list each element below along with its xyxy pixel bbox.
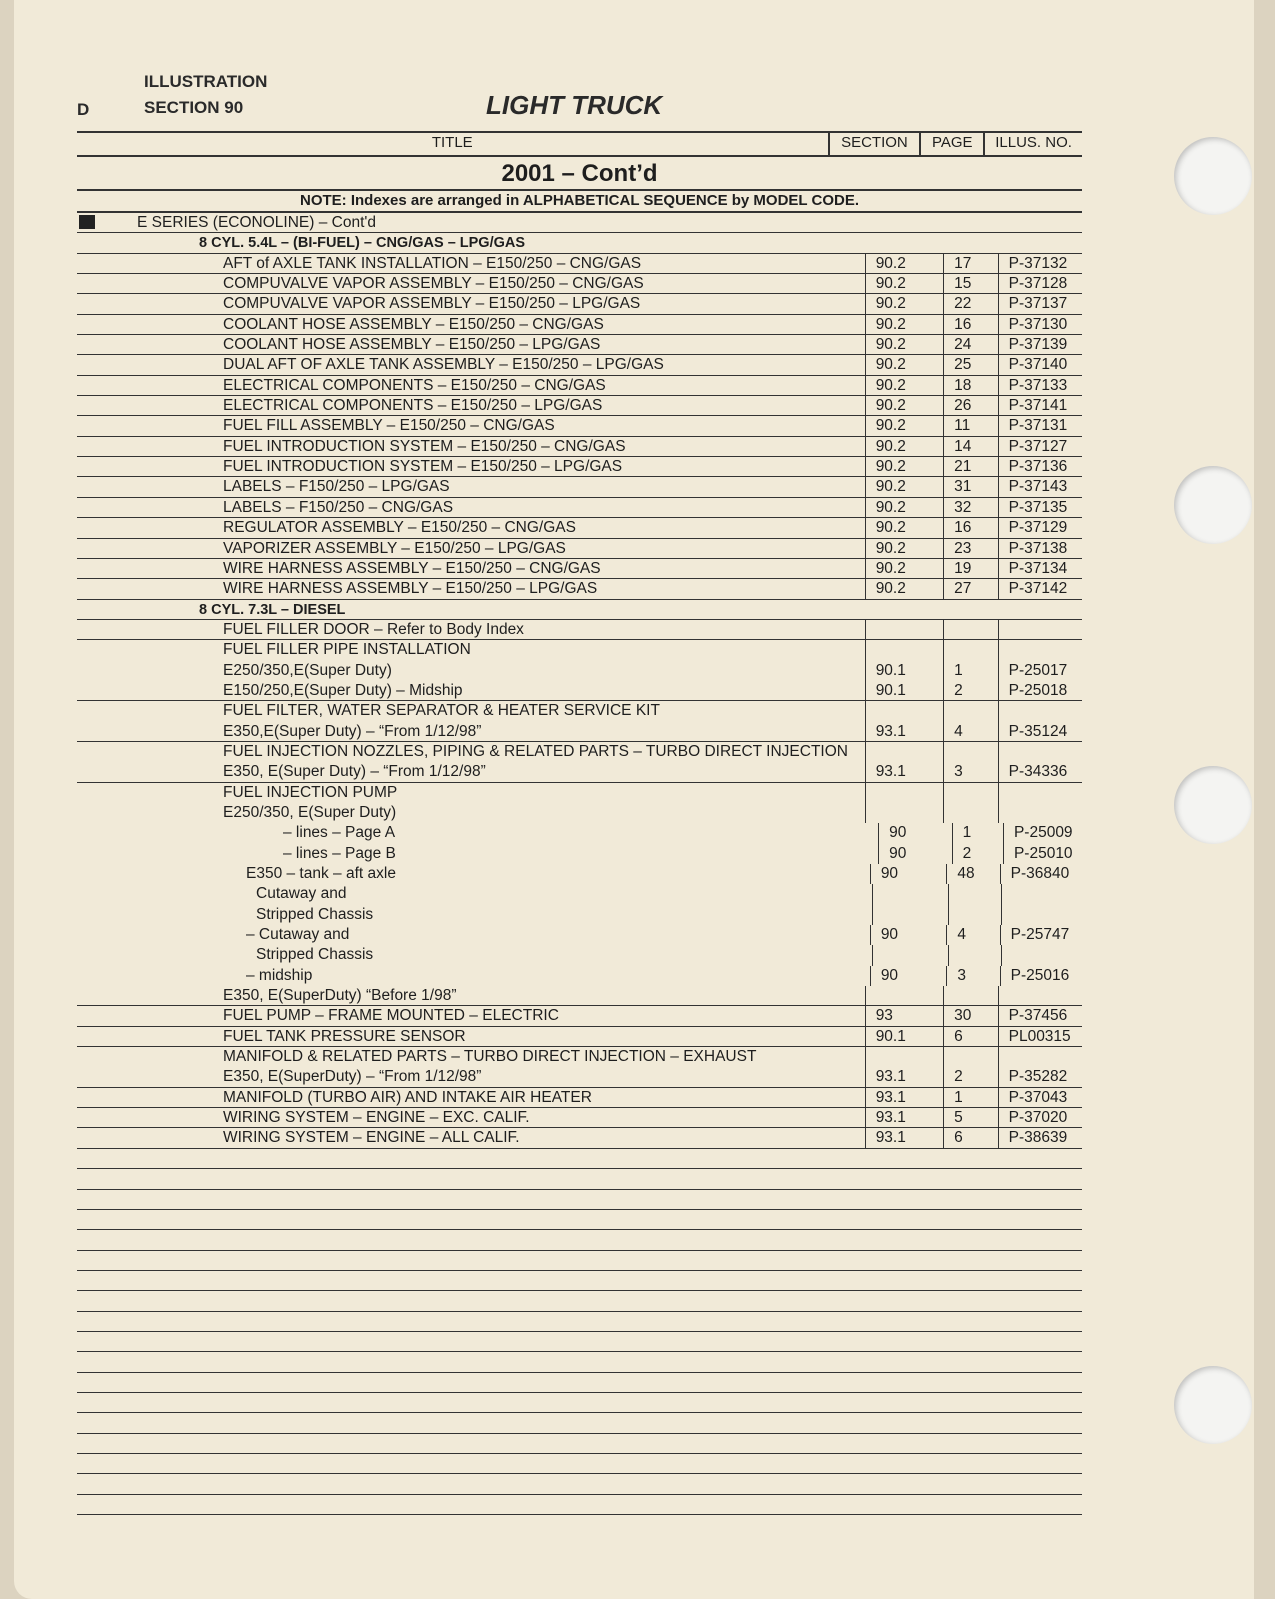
entry-title: FUEL FILTER, WATER SEPARATOR & HEATER SERVICE KIT [223,702,660,720]
entry-page: 5 [943,1108,998,1127]
table-row [77,274,1082,294]
entry-illus-no [998,803,1082,823]
table-row [77,945,1082,965]
blank-ruled-line [77,1230,1082,1250]
entry-title: E250/350, E(Super Duty) [223,803,397,821]
entry-page: 14 [943,437,998,456]
entry-title: ELECTRICAL COMPONENTS – E150/250 – LPG/GAS [223,397,603,415]
entry-page [943,1047,998,1067]
entry-section: 90.2 [865,457,943,476]
entry-illus-no: P-37132 [998,254,1082,273]
entry-title: WIRE HARNESS ASSEMBLY – E150/250 – CNG/GAS [223,559,601,577]
series-row [77,213,1082,233]
entry-page: 4 [946,925,999,945]
table-row [77,1088,1082,1108]
blank-ruled-line [77,1149,1082,1169]
section-letter: D [77,100,90,119]
entry-illus-no: P-37133 [998,376,1082,395]
table-row [77,905,1082,925]
table-row [77,762,1082,782]
entry-section [865,783,943,803]
entry-title: E350, E(Super Duty) – “From 1/12/98” [223,763,486,781]
index-table [77,131,1082,1515]
column-illus: ILLUS. NO. [983,133,1082,155]
entry-page [943,620,998,639]
entry-illus-no [1001,945,1082,965]
entry-illus-no: P-37142 [998,579,1082,598]
table-row [77,864,1082,884]
table-row [77,620,1082,640]
entry-illus-no [998,986,1082,1005]
table-row [77,559,1082,579]
entry-page: 11 [943,416,998,435]
entry-title: E250/350,E(Super Duty) [223,661,392,679]
entry-illus-no: P-25017 [998,661,1082,681]
entry-section: 90.2 [865,437,943,456]
entry-title: COMPUVALVE VAPOR ASSEMBLY – E150/250 – CNG/GAS [223,275,644,293]
entry-illus-no: P-37141 [998,396,1082,415]
table-row [77,1108,1082,1128]
table-row [77,498,1082,518]
entry-section: 93 [865,1006,943,1025]
entry-title: FUEL FILLER DOOR – Refer to Body Index [223,620,524,638]
entry-section: 90 [870,864,947,884]
entry-page [943,783,998,803]
entry-page: 4 [943,722,998,741]
entry-title: FUEL FILL ASSEMBLY – E150/250 – CNG/GAS [223,417,555,435]
entry-page: 19 [943,559,998,578]
entry-illus-no: P-25016 [1000,966,1082,986]
entry-title: E350 – tank – aft axle [246,865,396,882]
entry-page: 22 [943,294,998,313]
entry-illus-no: P-37140 [998,355,1082,374]
entry-title: WIRING SYSTEM – ENGINE – ALL CALIF. [223,1129,520,1147]
entry-illus-no: P-37127 [998,437,1082,456]
table-row [77,355,1082,375]
entry-section: 93.1 [865,1088,943,1107]
entry-illus-no: P-37135 [998,498,1082,517]
entry-title: ELECTRICAL COMPONENTS – E150/250 – CNG/GAS [223,376,606,394]
entry-page: 16 [943,315,998,334]
entry-section: 90.2 [865,274,943,293]
table-row [77,742,1082,762]
entry-section: 90.1 [865,681,943,700]
entry-title: Stripped Chassis [256,946,374,964]
subsection-row [77,600,1082,620]
table-row [77,335,1082,355]
entry-title: – lines – Page B [283,844,396,862]
entry-page [943,803,998,823]
entry-illus-no: P-37043 [998,1088,1082,1107]
blank-ruled-line [77,1169,1082,1189]
entry-section [865,1047,943,1067]
entry-section [865,620,943,639]
entry-illus-no: P-37134 [998,559,1082,578]
entry-title: FUEL TANK PRESSURE SENSOR [223,1027,466,1045]
blank-ruled-line [77,1495,1082,1515]
entry-title: E350,E(Super Duty) – “From 1/12/98” [223,722,482,740]
blank-ruled-line [77,1352,1082,1372]
entry-page: 1 [943,1088,998,1107]
entry-section: 93.1 [865,762,943,781]
blank-ruled-line [77,1393,1082,1413]
entry-illus-no: P-37020 [998,1108,1082,1127]
entry-page: 2 [943,1067,998,1086]
blank-ruled-line [77,1474,1082,1494]
entry-section: 90 [878,844,952,864]
entry-section: 90.2 [865,315,943,334]
entry-title: – Cutaway and [246,926,350,944]
entry-page: 24 [943,335,998,354]
table-row [77,640,1082,660]
blank-ruled-line [77,1291,1082,1311]
entry-page: 1 [943,661,998,681]
entry-title: COMPUVALVE VAPOR ASSEMBLY – E150/250 – LPG/GAS [223,295,641,313]
table-row [77,396,1082,416]
column-page: PAGE [919,133,983,155]
entry-illus-no: P-37143 [998,477,1082,496]
subsection-row [77,233,1082,253]
entry-section [865,986,943,1005]
table-row [77,823,1082,843]
series-title: E SERIES (ECONOLINE) – Cont'd [137,214,376,231]
column-section: SECTION [828,133,920,155]
entry-illus-no [998,640,1082,660]
column-title: TITLE [431,134,473,151]
table-row [77,579,1082,599]
table-row [77,966,1082,986]
entry-section [872,884,948,904]
entry-illus-no: P-25747 [1000,925,1082,945]
entry-section [865,803,943,823]
entry-page [943,986,998,1005]
entry-page: 48 [946,864,999,884]
entry-title: E150/250,E(Super Duty) – Midship [223,681,463,699]
entry-title: AFT of AXLE TANK INSTALLATION – E150/250 – CNG/GAS [223,254,642,272]
entry-title: DUAL AFT OF AXLE TANK ASSEMBLY – E150/250 – LPG/GAS [223,356,664,374]
entry-section: 90.2 [865,416,943,435]
entry-section: 90.2 [865,355,943,374]
entry-illus-no [998,701,1082,721]
table-row [77,294,1082,314]
entry-illus-no: P-37131 [998,416,1082,435]
entry-section: 90 [870,966,947,986]
entry-illus-no: P-35124 [998,722,1082,741]
entry-title: MANIFOLD & RELATED PARTS – TURBO DIRECT INJECTION – EXHAUST [223,1048,757,1066]
entry-section: 93.1 [865,1128,943,1147]
entry-section: 90.2 [865,498,943,517]
entry-title: COOLANT HOSE ASSEMBLY – E150/250 – LPG/GAS [223,336,601,354]
blank-ruled-line [77,1312,1082,1332]
table-row [77,803,1082,823]
entry-title: LABELS – F150/250 – CNG/GAS [223,498,454,516]
blank-ruled-line [77,1373,1082,1393]
blank-lines [77,1149,1082,1515]
table-row [77,681,1082,701]
entry-title: FUEL INTRODUCTION SYSTEM – E150/250 – LPG/GAS [223,458,623,476]
entry-illus-no: P-37456 [998,1006,1082,1025]
entry-title: FUEL FILLER PIPE INSTALLATION [223,641,471,659]
entry-section [865,701,943,721]
entry-page: 1 [952,823,1003,843]
entry-section [872,945,948,965]
blank-ruled-line [77,1434,1082,1454]
index-note: NOTE: Indexes are arranged in ALPHABETICAL SEQUENCE by MODEL CODE. [77,191,1082,213]
entries-list [77,233,1082,1148]
entry-page [943,640,998,660]
blank-ruled-line [77,1190,1082,1210]
blank-ruled-line [77,1251,1082,1271]
entry-title: WIRING SYSTEM – ENGINE – EXC. CALIF. [223,1109,530,1127]
entry-illus-no: P-34336 [998,762,1082,781]
table-row [77,701,1082,721]
entry-title: FUEL PUMP – FRAME MOUNTED – ELECTRIC [223,1007,559,1025]
entry-title: COOLANT HOSE ASSEMBLY – E150/250 – CNG/GAS [223,315,604,333]
entry-page: 32 [943,498,998,517]
table-row [77,722,1082,742]
entry-illus-no: P-37130 [998,315,1082,334]
entry-page [948,945,1001,965]
entry-illus-no [998,783,1082,803]
table-row [77,457,1082,477]
entry-illus-no [1001,884,1082,904]
entry-illus-no: P-25018 [998,681,1082,700]
entry-page: 3 [943,762,998,781]
binder-hole [1174,766,1252,844]
entry-title: REGULATOR ASSEMBLY – E150/250 – CNG/GAS [223,519,576,537]
entry-title: FUEL INTRODUCTION SYSTEM – E150/250 – CNG/GAS [223,437,626,455]
entry-page: 21 [943,457,998,476]
table-row [77,518,1082,538]
entry-title: 8 CYL. 5.4L – (BI-FUEL) – CNG/GAS – LPG/GAS [199,235,526,252]
entry-section: 90.1 [865,661,943,681]
table-row [77,254,1082,274]
entry-title: Cutaway and [256,885,347,903]
blank-ruled-line [77,1332,1082,1352]
entry-page: 6 [943,1128,998,1147]
table-row [77,986,1082,1006]
entry-illus-no [998,1047,1082,1067]
table-row [77,844,1082,864]
entry-page: 15 [943,274,998,293]
entry-title: 8 CYL. 7.3L – DIESEL [199,601,346,618]
entry-section: 90 [870,925,947,945]
entry-page: 6 [943,1027,998,1046]
entry-section [872,905,948,925]
entry-page: 2 [952,844,1003,864]
year-heading: 2001 – Cont’d [77,157,1082,191]
entry-title: E350, E(SuperDuty) – “From 1/12/98” [223,1068,482,1086]
entry-section: 90.2 [865,294,943,313]
binder-hole [1174,1366,1252,1444]
table-row [77,1027,1082,1047]
entry-section: 90.1 [865,1027,943,1046]
table-row [77,1067,1082,1087]
table-row [77,1047,1082,1067]
entry-section: 90.2 [865,335,943,354]
table-row [77,1128,1082,1148]
blank-ruled-line [77,1413,1082,1433]
entry-title: LABELS – F150/250 – LPG/GAS [223,478,450,496]
entry-section: 90.2 [865,396,943,415]
table-row [77,783,1082,803]
section-label: SECTION 90 [144,98,244,117]
entry-illus-no: P-37139 [998,335,1082,354]
table-row [77,661,1082,681]
entry-page: 16 [943,518,998,537]
entry-page: 25 [943,355,998,374]
entry-title: E350, E(SuperDuty) “Before 1/98” [223,987,457,1005]
entry-section: 93.1 [865,722,943,741]
entry-illus-no: P-25010 [1003,844,1082,864]
entry-illus-no: P-37137 [998,294,1082,313]
entry-section [865,742,943,762]
entry-page: 27 [943,579,998,598]
entry-page: 30 [943,1006,998,1025]
entry-illus-no: P-37128 [998,274,1082,293]
entry-page: 18 [943,376,998,395]
entry-section: 93.1 [865,1108,943,1127]
entry-page [948,905,1001,925]
entry-page [943,701,998,721]
entry-illus-no: P-37138 [998,539,1082,558]
table-row [77,376,1082,396]
publication-title: LIGHT TRUCK [486,90,663,120]
entry-illus-no: P-37136 [998,457,1082,476]
entry-title: VAPORIZER ASSEMBLY – E150/250 – LPG/GAS [223,539,566,557]
entry-page [948,884,1001,904]
entry-illus-no [1001,905,1082,925]
entry-title: – lines – Page A [283,824,396,842]
entry-section: 90.2 [865,518,943,537]
table-row [77,437,1082,457]
table-row [77,1006,1082,1026]
blank-ruled-line [77,1210,1082,1230]
blank-ruled-line [77,1271,1082,1291]
column-header-row [77,131,1082,157]
entry-illus-no: P-35282 [998,1067,1082,1086]
entry-illus-no: P-25009 [1003,823,1082,843]
table-row [77,315,1082,335]
entry-illus-no: P-38639 [998,1128,1082,1147]
entry-title: FUEL INJECTION PUMP [223,783,398,801]
entry-illus-no: PL00315 [998,1027,1082,1046]
entry-illus-no: P-37129 [998,518,1082,537]
entry-section: 90.2 [865,579,943,598]
entry-illus-no: P-36840 [1000,864,1082,884]
entry-section: 90.2 [865,477,943,496]
entry-title: MANIFOLD (TURBO AIR) AND INTAKE AIR HEATER [223,1088,592,1106]
entry-section: 93.1 [865,1067,943,1086]
entry-page: 23 [943,539,998,558]
binder-hole [1174,137,1252,215]
entry-title: – midship [246,966,313,984]
entry-section: 90.2 [865,539,943,558]
binder-hole [1174,466,1252,544]
entry-page: 31 [943,477,998,496]
entry-title: Stripped Chassis [256,905,374,923]
entry-page [943,742,998,762]
entry-illus-no [998,742,1082,762]
entry-title: WIRE HARNESS ASSEMBLY – E150/250 – LPG/GAS [223,580,598,598]
entry-page: 3 [946,966,999,986]
table-row [77,925,1082,945]
entry-section [865,640,943,660]
table-row [77,539,1082,559]
entry-page: 26 [943,396,998,415]
entry-page: 2 [943,681,998,700]
section-marker-icon [79,215,95,229]
table-row [77,884,1082,904]
entry-title: FUEL INJECTION NOZZLES, PIPING & RELATED PARTS – TURBO DIRECT INJECTION [223,742,848,760]
entry-page: 17 [943,254,998,273]
entry-section: 90 [878,823,952,843]
blank-ruled-line [77,1454,1082,1474]
entry-section: 90.2 [865,254,943,273]
table-row [77,416,1082,436]
table-row [77,477,1082,497]
entry-section: 90.2 [865,376,943,395]
illustration-label: ILLUSTRATION [144,72,268,91]
entry-section: 90.2 [865,559,943,578]
entry-illus-no [998,620,1082,639]
